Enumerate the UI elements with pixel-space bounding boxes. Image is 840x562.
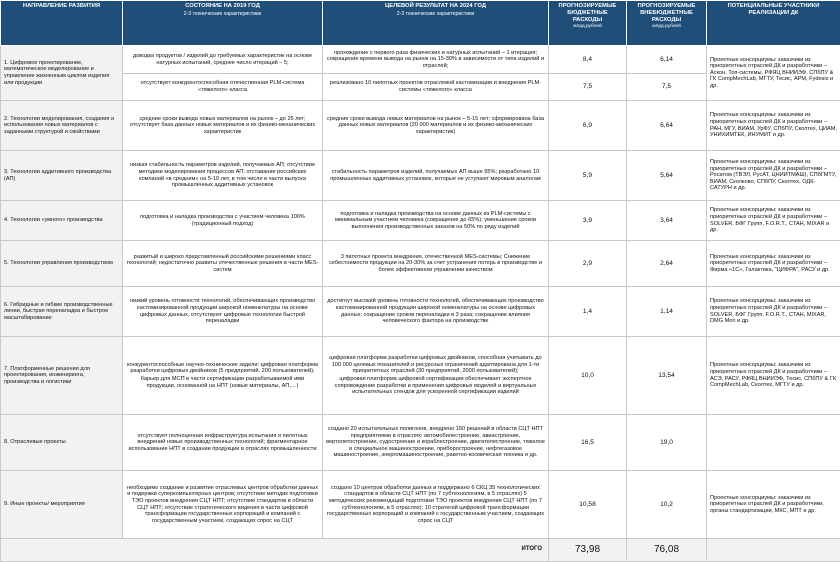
state-cell: отсутствует полноценная инфраструктура испытания и пилотных внедрений новых производственных технологий; фрагментарное использование НПТ в создании продукции в отраслях промышленности (123, 415, 323, 471)
target-cell: средние сроки вывода новых материалов на рынок – 5-15 лет; сформирована база данных новых материалов (20 000 материалов и их физико-механических характеристик) (323, 101, 549, 151)
participants-cell: Проектные консорциумы: заказчики из приоритетных отраслей ДК и разработчики – РАН, МГУ, ВИАМ, УрФУ, СПбПУ, Сколтех, ЦИАМ, УНИХИМТЕК, ИНУМИТ и др. (707, 101, 840, 151)
target-cell: реализовано 10 пилотных проектов отраслевой кастомизации и внедрения PLM-системы «тяжелого» класса (323, 74, 549, 101)
direction-cell: 9. Иные проекты/ мероприятия (1, 471, 123, 539)
budget-cell: 8,4 (549, 46, 627, 74)
header-offbudget: ПРОГНОЗИРУЕМЫЕ ВНЕБЮДЖЕТНЫЕ РАСХОДЫ млрд.рублей (627, 1, 707, 46)
table-header (1, 1, 840, 46)
offbudget-cell: 10,2 (627, 471, 707, 539)
offbudget-cell: 3,64 (627, 201, 707, 241)
offbudget-cell: 1,14 (627, 287, 707, 337)
budget-cell: 7,5 (549, 74, 627, 101)
state-cell: необходимо создание и развитие отраслевых центров обработки данных и подержки суперкомпьютерных центров; отсутствие методик подготовки ТЭО проектов внедрения СЦТ НПТ; отсутствие стандартов в области СЦТ НПТ; отсутствие стратегического видения в части цифровой трансформации государственных корпораций и компаний с государственным участием, создающих спрос на СЦТ (123, 471, 323, 539)
budget-cell: 5,9 (549, 151, 627, 201)
table-row-7 (1, 337, 840, 415)
participants-cell: Проектные консорциумы: заказчики из приоритетных отраслей ДК и разработчики, органы стандартизации, МКС, МПТ и др. (707, 471, 840, 539)
total-budget: 73,98 (549, 539, 627, 562)
participants-cell: Проектные консорциумы: заказчики из приоритетных отраслей ДК и разработчики – SOLVER, БФГ Групп, F.O.R.T., СТАН, MIXAR, DMG Mori и др. (707, 287, 840, 337)
state-cell: доводка продуктов / изделий до требуемых характеристик на основе натурных испытаний, среднее число итераций – 5; (123, 46, 323, 74)
direction-cell: 1. Цифровое проектирование, математическое моделирование и управление жизненным циклом изделия или продукции (1, 46, 123, 101)
direction-cell: 8. Отраслевые проекты (1, 415, 123, 471)
state-cell: низкая стабильность параметров изделий, получаемых АП; отсутствие методики моделирования процессов АП; отставание российских компаний «в среднем» на 5-10 лет, в том числе в части выпуска промышленных аддитивных установок (123, 151, 323, 201)
target-cell: подготовка и наладка производства на основе данных из PLM-системы с минимальным участием человека (сокращение до 65%); уменьшение сроков выполнения производственных заказов на 50% по ряду изделий (323, 201, 549, 241)
state-cell: подготовка и наладка производства с участием человека 100% (традиционный подход) (123, 201, 323, 241)
offbudget-cell: 2,64 (627, 241, 707, 287)
target-cell: создано 20 испытательных полигонов, внедрено 150 решений в области СЦТ НПТ предприятиями в отраслях: автомобилестроение, авиастроение, вертолетостроение, судостроение и кораблестроение, двигателестроение, тяжелое и специальное машиностроение, приборостроение, нефтегазовое машиностроение, энергомашиностроение, ракетно-космическая техника и др. (323, 415, 549, 471)
budget-cell: 2,9 (549, 241, 627, 287)
state-cell: средние сроки вывода новых материалов на рынок – до 25 лет; отсутствует база данных новых материалов и их физико-механических характеристик (123, 101, 323, 151)
budget-cell: 10,0 (549, 337, 627, 415)
offbudget-cell: 6,14 (627, 46, 707, 74)
state-line: барьер для МСП в части сертификации разрабатываемой ими продукции, основанной на НПТ (новые материалы, АП,…) (126, 376, 319, 389)
table-row-1a (1, 46, 840, 74)
state-cell (123, 337, 323, 415)
budget-cell: 10,58 (549, 471, 627, 539)
participants-cell: Проектные консорциумы: заказчики из приоритетных отраслей ДК и разработчики – Росатом (ТВЭЛ, РусАТ, ЦНИИТМАШ), СПбГМТУ, ВИАМ, Сколково, СПбПУ, Сколтех, ОДК-САТУРН и др. (707, 151, 840, 201)
total-empty-cell (707, 539, 840, 562)
offbudget-cell: 19,0 (627, 415, 707, 471)
direction-cell: 7. Платформенные решения для проектирования, инжиниринга, производства и логистики (1, 337, 123, 415)
header-budget: ПРОГНОЗИРУЕМЫЕ БЮДЖЕТНЫЕ РАСХОДЫ млрд.рублей (549, 1, 627, 46)
total-label: ИТОГО (1, 539, 549, 562)
header-participants: ПОТЕНЦИАЛЬНЫЕ УЧАСТНИКИ РЕАЛИЗАЦИИ ДК (707, 1, 840, 46)
participants-cell: Проектные консорциумы: заказчики из приоритетных отраслей ДК и разработчики – Фирма «1С», Галактика, "ЦИФРА", РАСУ и др. (707, 241, 840, 287)
target-cell: 3 пилотных проекта внедрения, отечественной MES-системы; Снижение себестоимости продукции на 20-30% за счет устранения потерь в производстве и более эффективном управлении качеством (323, 241, 549, 287)
participants-cell: Проектные консорциумы: заказчики из приоритетных отраслей ДК и разработчики – Аскон, Топ-системы, РФЯЦ ВНИИЭФ, СПбПУ & ГК CompMechLab, МГТУ, Тесис, АРМ, Fydesis и др. (707, 46, 840, 101)
table-row-8 (1, 415, 840, 471)
target-cell: прохождение с первого раза физических и натурных испытаний – 1 итерация; сокращение времени вывода на рынок на 15-30% в зависимости от типа изделий и отраслей; (323, 46, 549, 74)
table-row-4 (1, 201, 840, 241)
participants-cell: Проектные консорциумы: заказчики из приоритетных отраслей ДК и разработчики – АСЭ, РАСУ, РФЯЦ ВНИИЭФ, Тесис, СПбПУ & ГК CompMechLab, Сколтех, МГТУ и др. (707, 337, 840, 415)
direction-cell: 5. Технологии управления производством (1, 241, 123, 287)
target-line: цифровая платформа разработки цифровых двойников, способная учитывать до 100 000 целевых показателей и ресурсных ограничений адаптирована для 1-ти приоритетных отраслей (30 предприятий, 2000 пользователей); (326, 355, 545, 375)
offbudget-cell: 5,64 (627, 151, 707, 201)
target-cell: создано 10 центров обработки данных и поддержано 6 СКЦ 35 технологических стандартов в области СЦТ НПТ (по 7 субтехнологиям, в 5 отраслях) 5 методических рекомендаций подготовки ТЭО проектов внедрения СЦТ НПТ (по 7 субтехнологиям, в 5 отраслях); 10 стратегий цифровой трансформации государственных корпораций и компаний с государственным участием, создающих спрос на СЦТ (323, 471, 549, 539)
table-row-9 (1, 471, 840, 539)
state-cell: развитый и широко представленный российскими решениями класс технологий; недостаточно развиты отечественные решения в части MES-систем (123, 241, 323, 287)
table-row-2 (1, 101, 840, 151)
table-row-3 (1, 151, 840, 201)
participants-cell: Проектные консорциумы: заказчики из приоритетных отраслей ДК и разработчики – SOLVER, БФГ Групп, F.O.R.T., СТАН, MIXAR и др. (707, 201, 840, 241)
direction-cell: 4. Технологии «умного» производства (1, 201, 123, 241)
target-cell: достигнут высокий уровень готовности технологий, обеспечивающих производство кастомизированной продукции широкой номенклатуры на основе цифровых данных; сокращение сроков переналадки в 3 раза; сокращение влияния человеческого фактора на производстве (323, 287, 549, 337)
table-row-5 (1, 241, 840, 287)
offbudget-cell: 6,64 (627, 101, 707, 151)
header-state-2019: СОСТОЯНИЕ НА 2019 ГОД 2-3 технические характеристики (123, 1, 323, 46)
offbudget-cell: 13,54 (627, 337, 707, 415)
header-row (1, 1, 840, 46)
total-row (1, 539, 840, 562)
header-direction: НАПРАВЛЕНИЕ РАЗВИТИЯ (1, 1, 123, 46)
state-line: конкурентоспособные научно-технические задели: цифровая платформа разработки цифровых двойников (5 предприятий, 200 пользователей); (126, 362, 319, 375)
header-target-2024: ЦЕЛЕВОЙ РЕЗУЛЬТАТ НА 2024 ГОД 2-3 технические характеристики (323, 1, 549, 46)
state-cell: низкий уровень готовности технологий, обеспечивающих производство кастомизированной продукции широкой номенклатуры на основе цифровых данных, отсутствуют цифровые технологии быстрой переналадки (123, 287, 323, 337)
target-cell: стабильность параметров изделий, получаемых АП выше 95%; разработано 10 промышленных аддитивных установок, которые не уступают мировым аналогам (323, 151, 549, 201)
offbudget-cell: 7,5 (627, 74, 707, 101)
table-body (1, 46, 840, 562)
budget-cell: 1,4 (549, 287, 627, 337)
direction-cell: 3. Технологии аддитивного производства (АП) (1, 151, 123, 201)
table-row-6 (1, 287, 840, 337)
direction-cell: 6. Гибридные и гибкие производственные линии, быстрая переналадка и быстрое масштабирование (1, 287, 123, 337)
budget-cell: 6,9 (549, 101, 627, 151)
target-line: цифровая платформа цифровой сертификации обеспечивает экспертное сопровождение разработки и применения цифровых моделей и виртуальных испытательных стендов для ускоренной сертификации изделий (326, 376, 545, 396)
target-cell (323, 337, 549, 415)
state-cell: отсутствует конкурентоспособная отечественная PLM-система «тяжелого» класса (123, 74, 323, 101)
total-offbudget: 76,08 (627, 539, 707, 562)
budget-cell: 16,5 (549, 415, 627, 471)
direction-cell: 2. Технологии моделирования, создания и использования новых материалов с заданными структурой и свойствами (1, 101, 123, 151)
participants-cell (707, 415, 840, 471)
budget-cell: 3,9 (549, 201, 627, 241)
